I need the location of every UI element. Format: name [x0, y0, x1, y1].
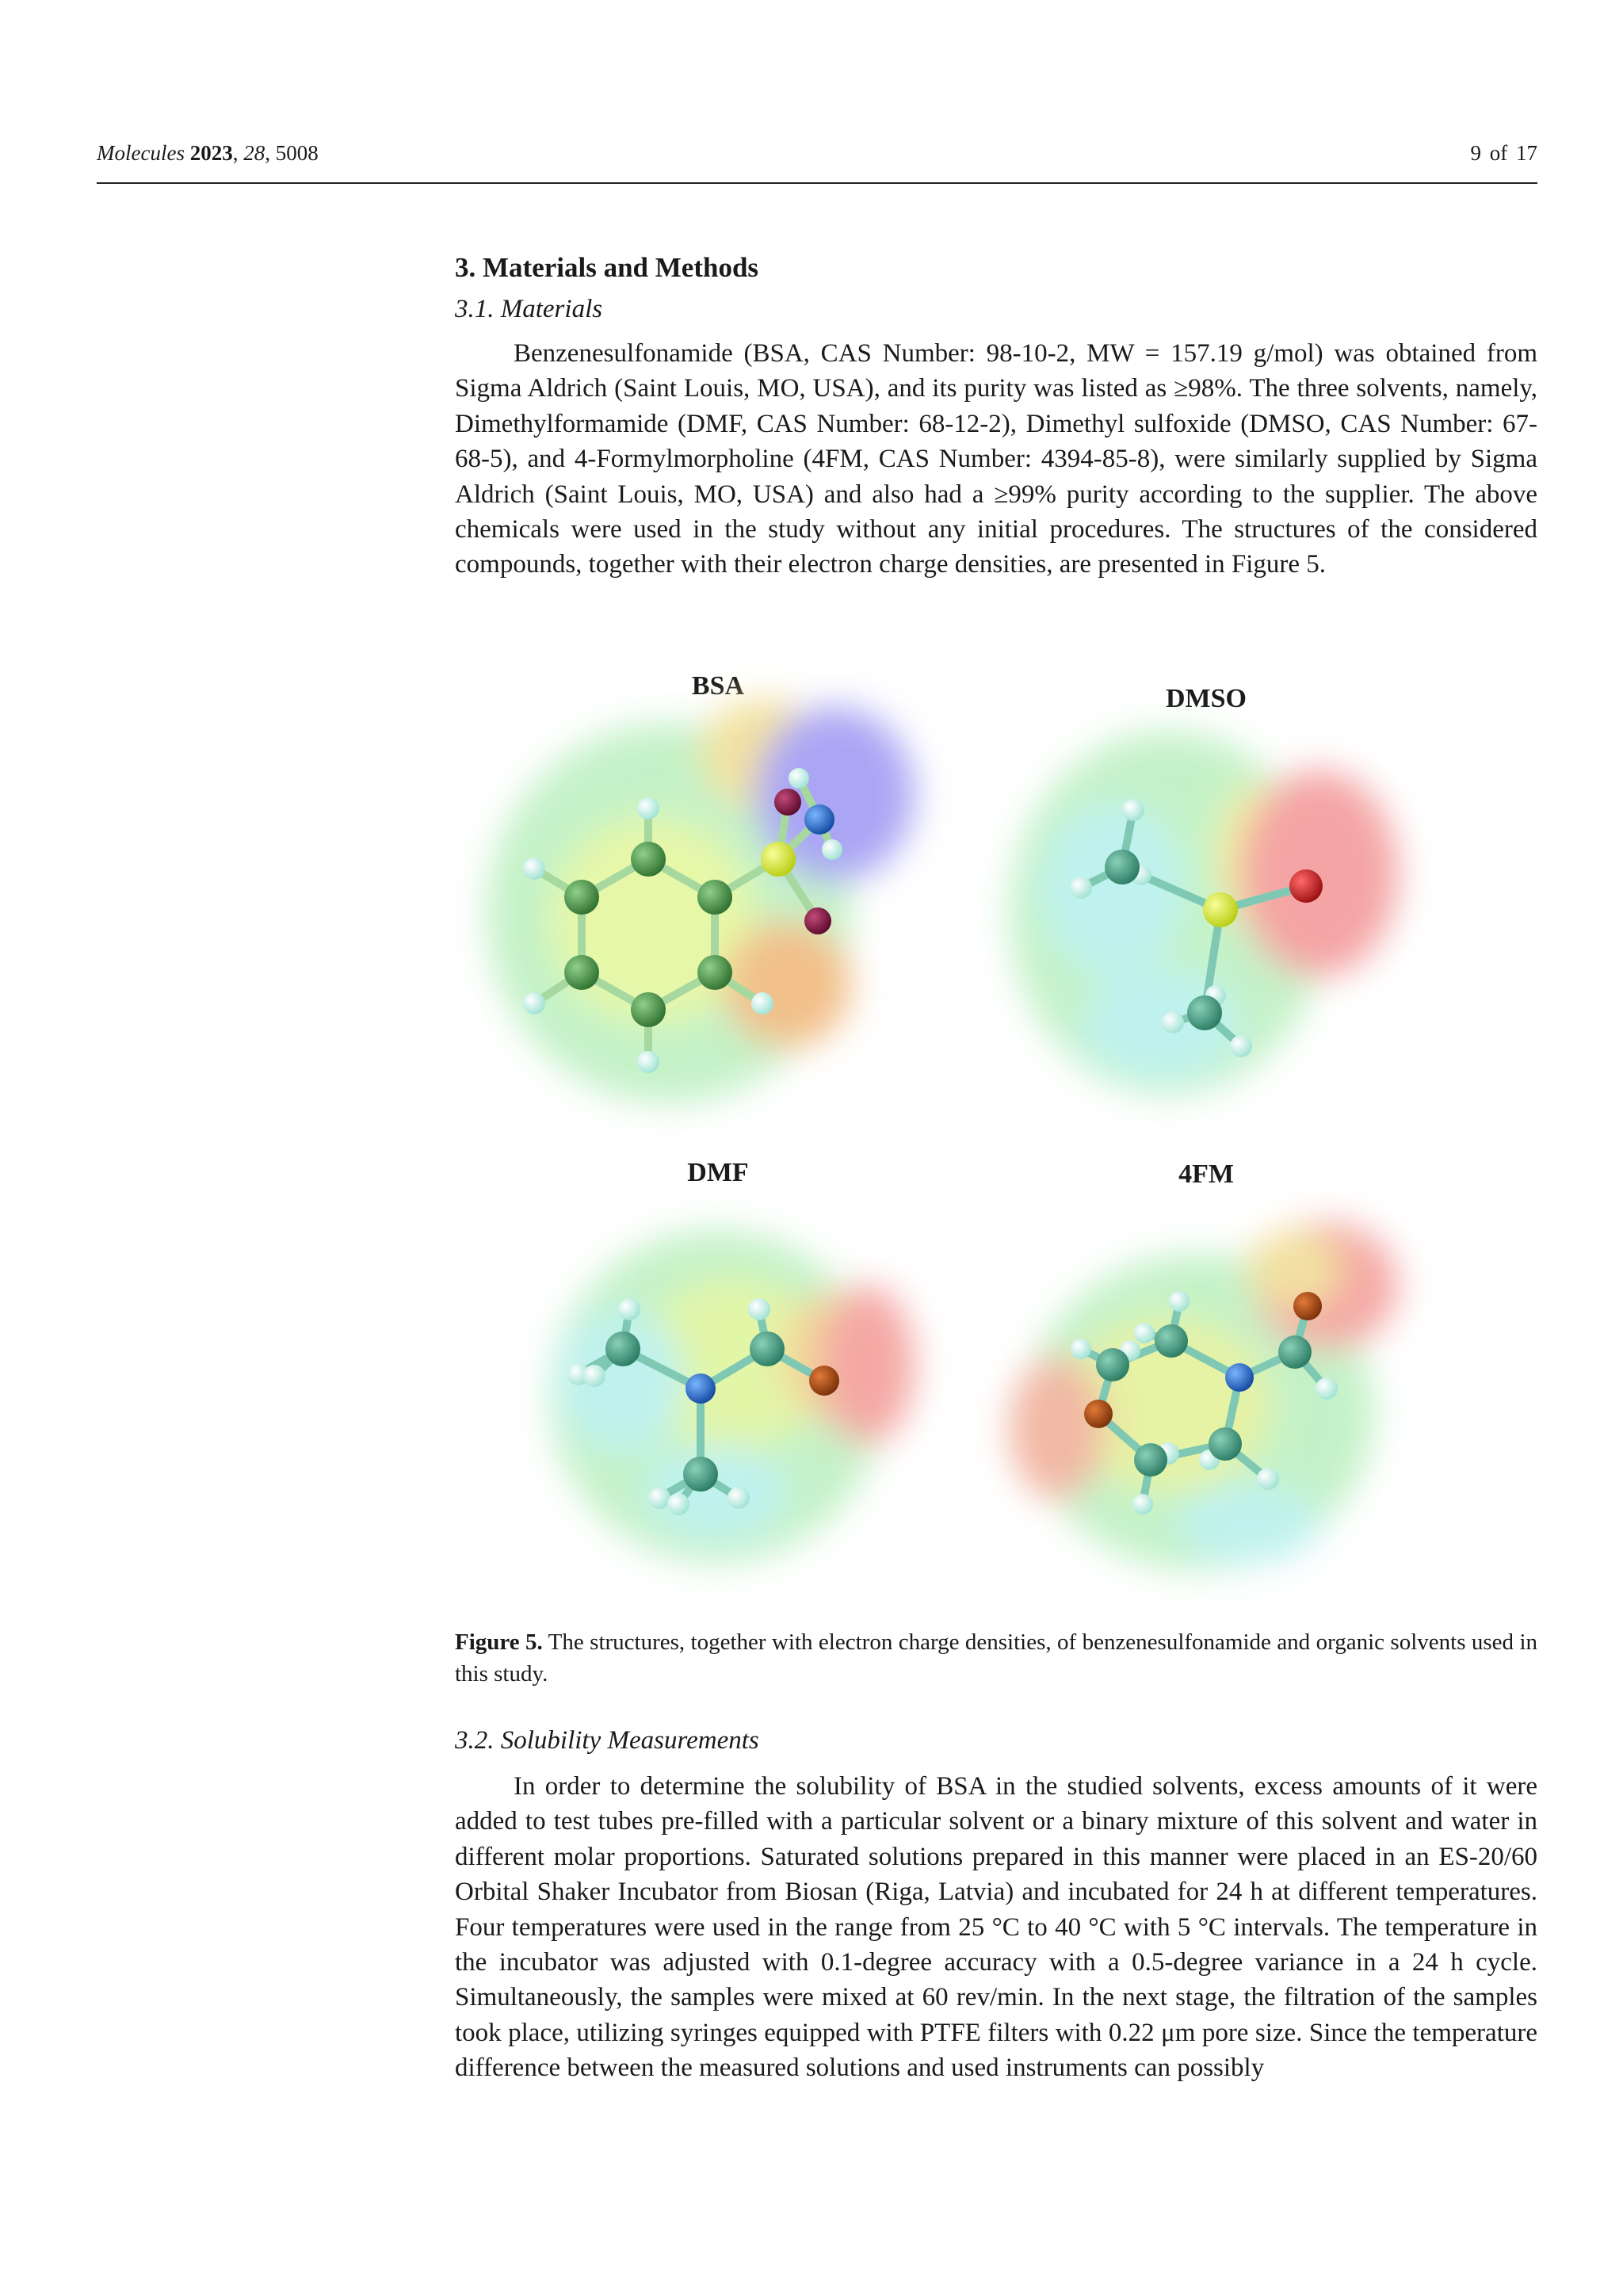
subsection-title-solubility: 3.2. Solubility Measurements — [455, 1726, 759, 1755]
article-number: 5008 — [275, 141, 319, 165]
page-number: 9 of 17 — [1470, 141, 1537, 165]
4fm-panel — [1010, 1159, 1398, 1571]
dmf-label: DMF — [687, 1158, 749, 1187]
bsa-panel — [487, 671, 915, 1103]
figure-5-caption — [455, 1626, 1537, 1690]
subsection-title-materials: 3.1. Materials — [455, 295, 603, 323]
dmf-charge-surface — [550, 1230, 915, 1563]
dmso-label: DMSO — [1166, 684, 1247, 713]
caption-text: The structures, together with electron charge densities, of benzenesulfonamide and organic solvents used in this study. — [455, 1629, 1537, 1687]
journal-year: 2023 — [189, 141, 233, 165]
journal-volume: 28 — [243, 141, 265, 165]
dmso-panel — [1010, 684, 1398, 1095]
dmf-panel — [550, 1158, 915, 1563]
4fm-label: 4FM — [1178, 1159, 1234, 1189]
materials-paragraph: Benzenesulfonamide (BSA, CAS Number: 98-10-2, MW = 157.19 g/mol) was obtained from Sigma Aldrich (Saint Louis, MO, USA), and its purity was listed as ≥98%. The three solvents, namely, Dimethylformamide (DMF, CAS Number: 68-12-2), Dimethyl sulfoxide (DMSO, CAS Number: 67-68-5), and 4-Formylmorpholine (4FM, CAS Number: 4394-85-8), were similarly supplied by Sigma Aldrich (Saint Louis, MO, USA) and also had a ≥99% purity according to the supplier. The above chemicals were used in the study without any initial procedures. The structures of the considered compounds, together with their electron charge densities, are presented in Figure 5. — [455, 339, 1537, 579]
figure-5 — [455, 651, 1537, 1618]
4fm-charge-surface — [1010, 1222, 1398, 1571]
solubility-paragraph: In order to determine the solubility of BSA in the studied solvents, excess amounts of it were added to test tubes pre-filled with a particular solvent or a binary mixture of this solvent and water in different molar proportions. Saturated solutions prepared in this manner were placed in an ES-20/60 Orbital Shaker Incubator from Biosan (Riga, Latvia) and incubated for 24 h at different temperatures. Four temperatures were used in the range from 25 °C to 40 °C with 5 °C intervals. The temperature in the incubator was adjusted with 0.1-degree accuracy with a 0.5-degree variance in a 24 h cycle. Simultaneously, the samples were mixed at 60 rev/min. In the next stage, the filtration of the samples took place, utilizing syringes equipped with PTFE filters with 0.22 μm pore size. Since the temperature difference between the measured solutions and used instruments can possibly — [455, 1772, 1537, 2083]
journal-citation: Molecules 2023, 28, 5008 — [97, 141, 319, 165]
caption-label: Figure 5. — [455, 1629, 543, 1655]
journal-name: Molecules — [97, 141, 185, 165]
header-divider — [97, 182, 1537, 184]
page-header — [97, 141, 1537, 182]
bsa-label: BSA — [691, 671, 745, 701]
section-title: 3. Materials and Methods — [455, 252, 759, 283]
molecule-structures-figure — [455, 651, 1537, 1618]
